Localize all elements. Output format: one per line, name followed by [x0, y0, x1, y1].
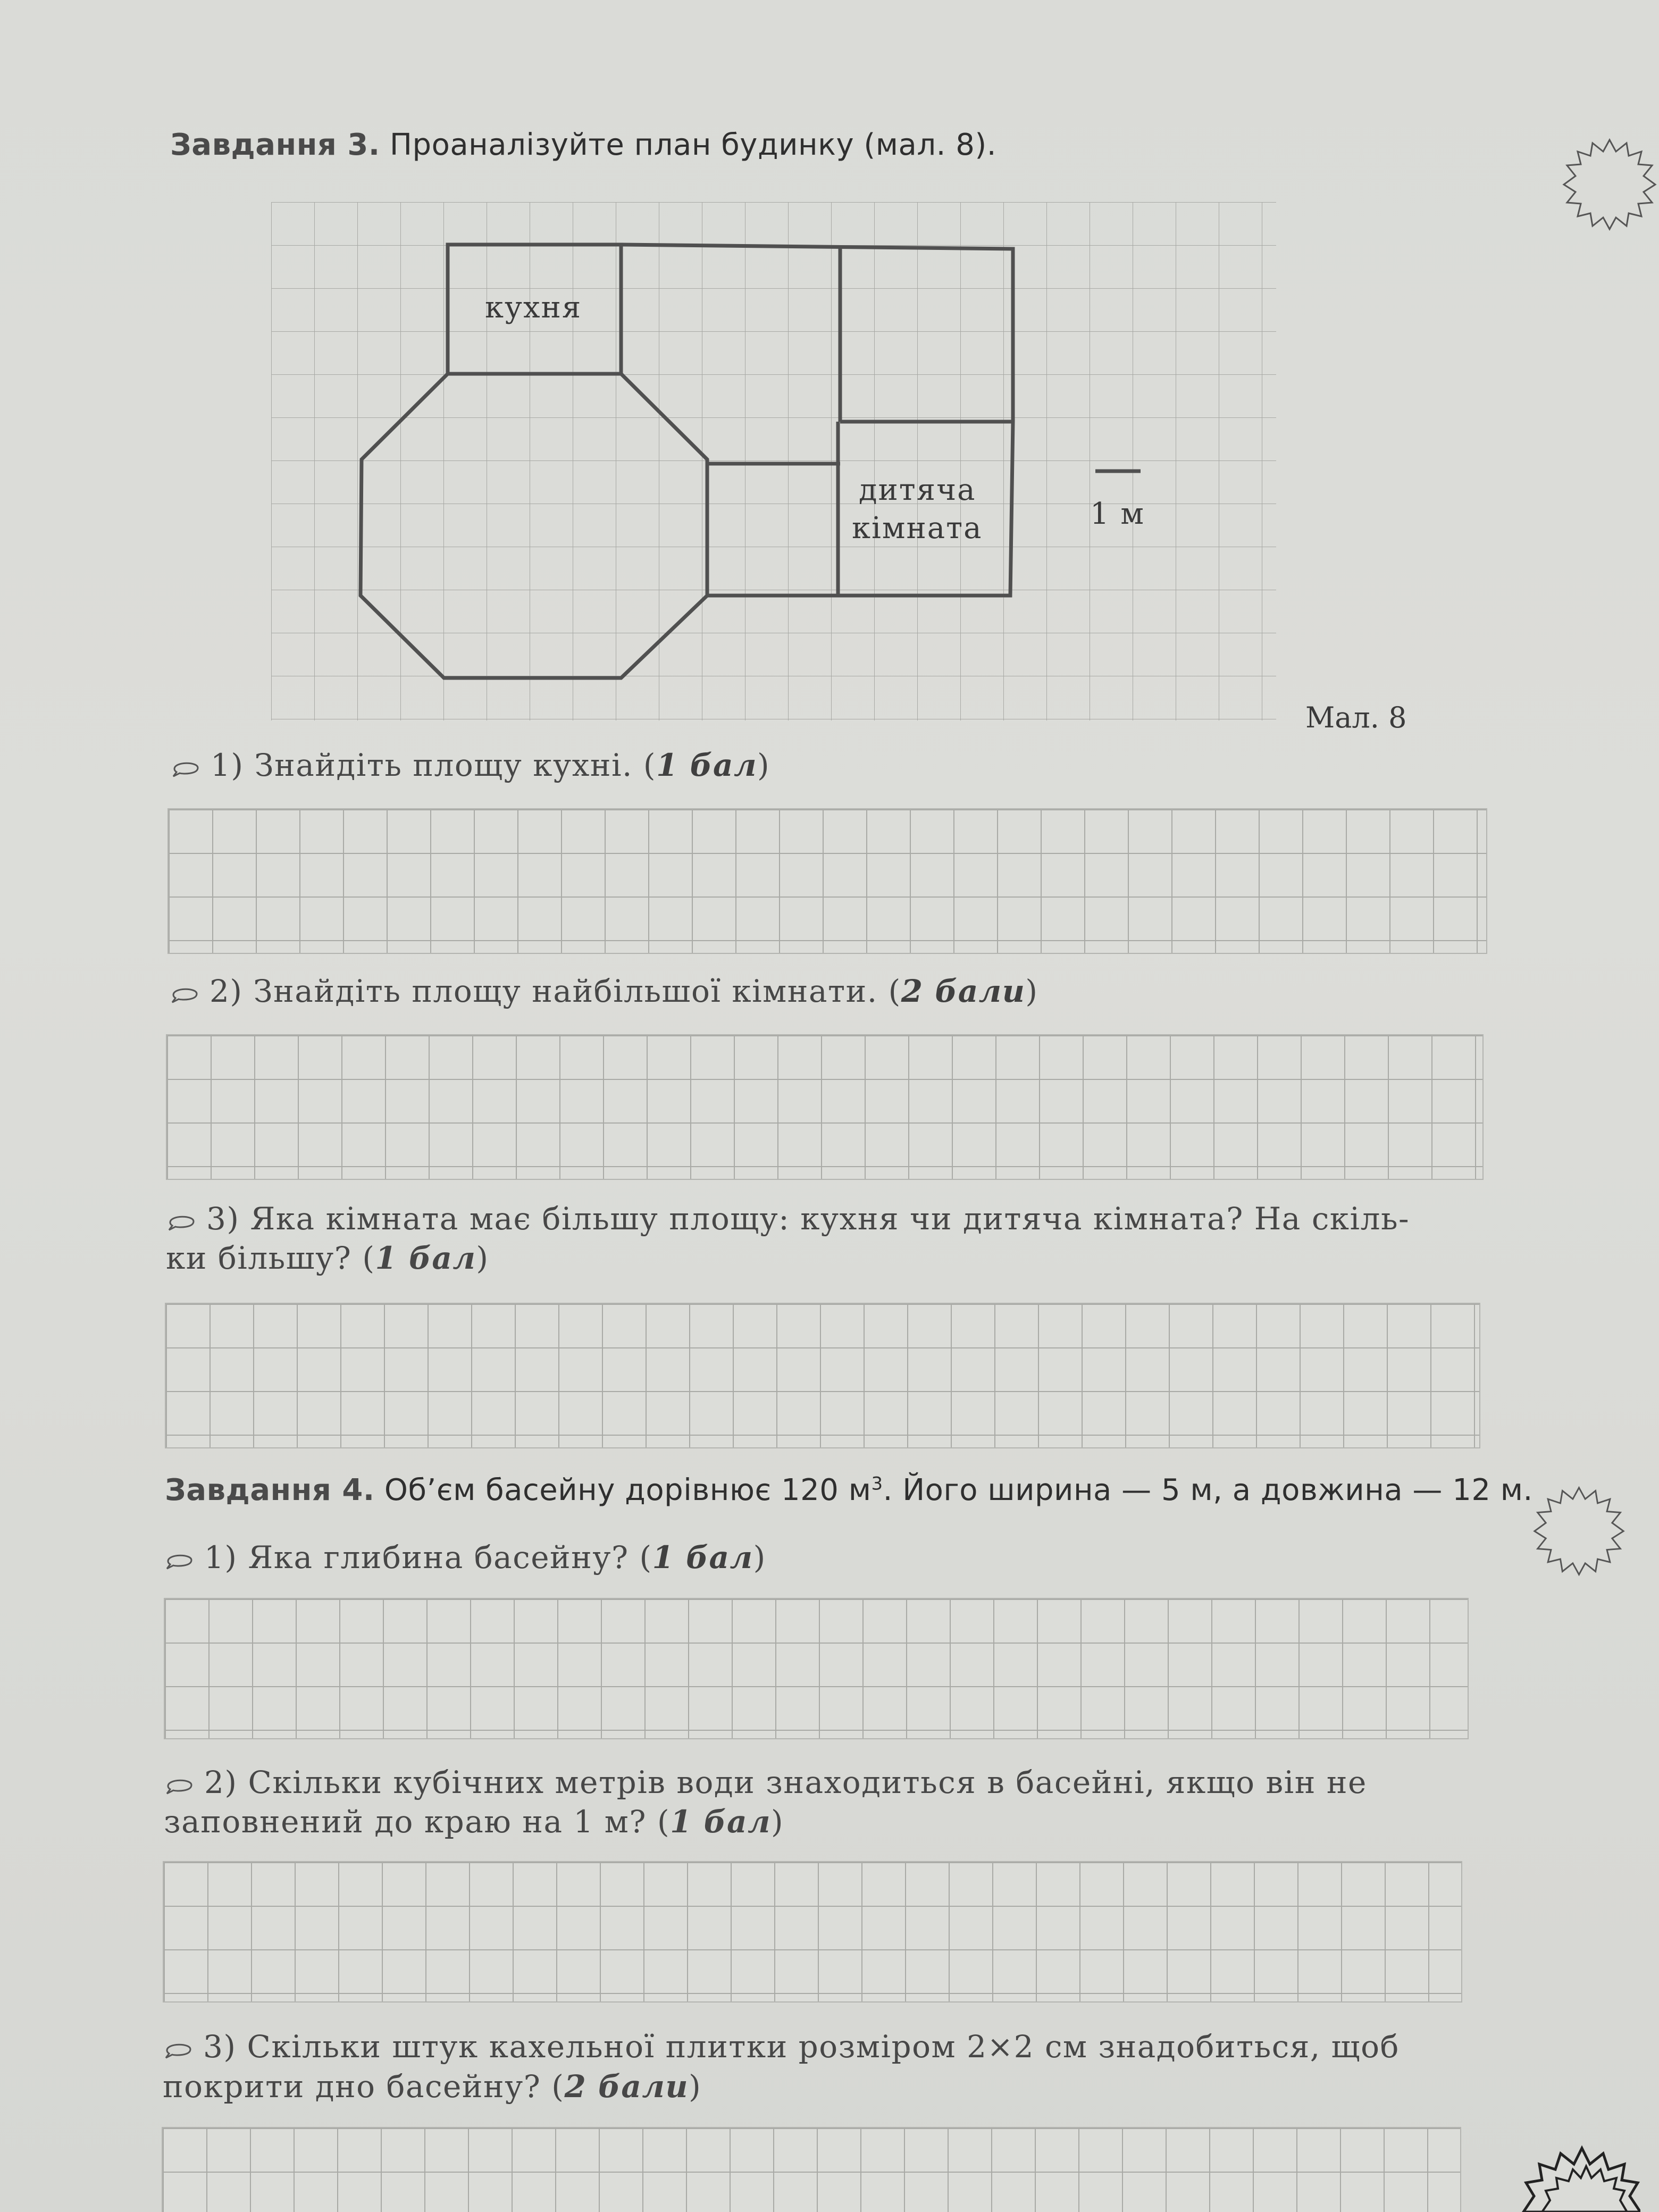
task3-label: Завдання 3. — [170, 128, 380, 162]
task4-heading: Завдання 4. Об’єм басейну дорівнює 120 $м^3$. Його ширина — 5 м, а довжина — 12 м. — [165, 1473, 1533, 1507]
answer-grid-t4q1[interactable] — [164, 1598, 1469, 1739]
figure-caption: Мал. 8 — [1305, 701, 1407, 734]
task3-question-2: 2) Знайдіть площу найбільшої кімнати. (2 бали) — [169, 973, 1038, 1009]
task3-question-3-line2: ки більшу? (1 бал) — [166, 1240, 489, 1276]
kids-room-label-line1: дитяча — [859, 473, 976, 507]
answer-grid-t3q2[interactable] — [166, 1034, 1484, 1180]
task3-question-3-line1: 3) Яка кімната має більшу площу: кухня чи дитяча кімната? На скіль- — [166, 1201, 1410, 1237]
answer-grid-t4q2[interactable] — [163, 1861, 1462, 2002]
speech-bubble-icon — [163, 2039, 195, 2060]
score-badge-icon — [1518, 2132, 1640, 2212]
answer-grid-t3q1[interactable] — [167, 808, 1487, 954]
score-badge-icon — [1531, 1484, 1627, 1579]
task4-question-3-line1: 3) Скільки штук кахельної плитки розміром 2×2 см знадобиться, щоб — [163, 2029, 1400, 2065]
speech-bubble-icon — [164, 1549, 196, 1571]
answer-grid-t3q3[interactable] — [165, 1303, 1480, 1448]
task4-question-2-line2: заповнений до краю на 1 м? (1 бал) — [164, 1804, 784, 1840]
score-badge-icon — [1561, 136, 1659, 234]
house-plan-figure — [271, 202, 1281, 723]
scale-label: 1 м — [1090, 497, 1145, 531]
speech-bubble-icon — [164, 1774, 196, 1796]
task4-question-2-line1: 2) Скільки кубічних метрів води знаходиться в басейні, якщо він не — [164, 1764, 1367, 1800]
speech-bubble-icon — [166, 1211, 198, 1232]
plan-grid — [271, 202, 1276, 720]
speech-bubble-icon — [170, 757, 202, 778]
task4-question-1: 1) Яка глибина басейну? (1 бал) — [164, 1539, 766, 1576]
task3-text: Проаналізуйте план будинку (мал. 8). — [389, 128, 997, 162]
task4-label: Завдання 4. — [165, 1473, 375, 1507]
speech-bubble-icon — [169, 983, 201, 1004]
task3-heading — [170, 128, 996, 162]
task4-question-3-line2: покрити дно басейну? (2 бали) — [163, 2068, 702, 2105]
answer-grid-t4q3[interactable] — [162, 2127, 1461, 2212]
kitchen-label: кухня — [485, 290, 582, 325]
kids-room-label-line2: кімната — [852, 511, 983, 546]
task3-question-1: 1) Знайдіть площу кухні. (1 бал) — [170, 747, 770, 783]
